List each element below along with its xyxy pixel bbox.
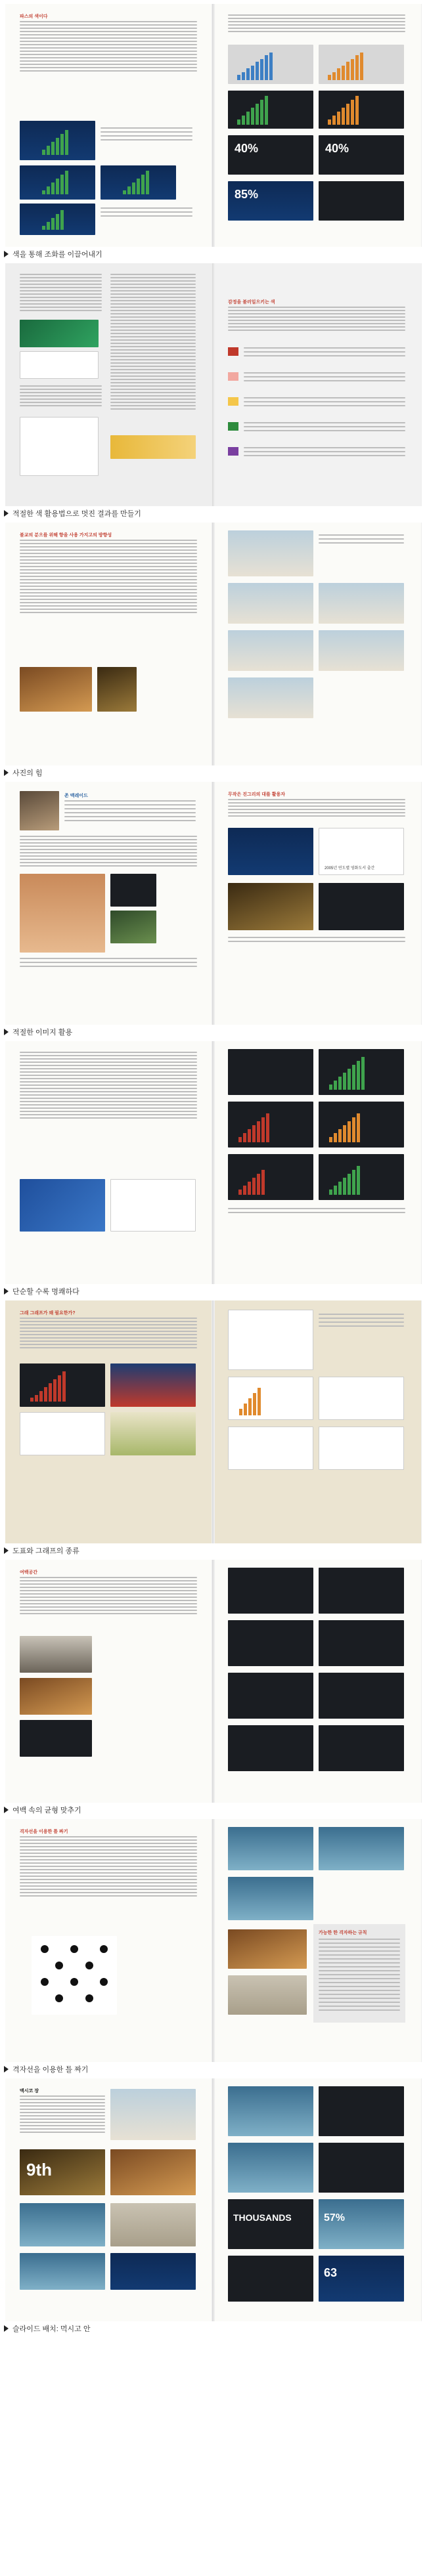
slide-thumbnail xyxy=(110,911,156,943)
slide-thumbnail xyxy=(319,91,404,129)
slide-thumbnail xyxy=(319,1673,404,1719)
caption-text: 적절한 색 활용법으로 멋진 결과를 만들기 xyxy=(12,509,141,518)
spread-9 xyxy=(0,2074,427,2334)
slide-thumbnail xyxy=(228,1877,313,1920)
slide-thumbnail xyxy=(20,2149,105,2195)
grid-diagram xyxy=(32,1936,117,2015)
slide-thumbnail xyxy=(110,874,156,907)
caption-text: 적절한 이미지 활용 xyxy=(12,1028,73,1037)
swatch-description xyxy=(244,447,405,459)
slide-thumbnail xyxy=(228,883,313,930)
photo-note xyxy=(319,534,404,546)
slide-thumbnail xyxy=(319,45,404,84)
slide-note xyxy=(101,207,192,219)
slide-thumbnail xyxy=(228,1049,313,1095)
slide-thumbnail xyxy=(319,2143,404,2193)
color-swatch-pink xyxy=(228,372,238,381)
page-right xyxy=(215,1300,422,1543)
slide-thumbnail xyxy=(228,1154,313,1200)
slide-thumbnail xyxy=(20,1412,105,1455)
swatch-description xyxy=(244,372,405,384)
slide-text: 9th xyxy=(26,2160,52,2179)
section-caption xyxy=(0,1285,427,1297)
section-caption xyxy=(0,1026,427,1037)
swatch-description xyxy=(244,397,405,409)
photo-beach xyxy=(319,630,404,671)
caption-text: 단순할 수록 명쾌하다 xyxy=(12,1287,79,1296)
body-text xyxy=(20,21,197,74)
heading: 파스의 색이다 xyxy=(20,14,48,19)
caption-text: 색을 통해 조화를 이끌어내기 xyxy=(12,250,102,259)
chart-thumbnail xyxy=(228,1310,313,1370)
caption-text: 도표와 그래프의 종류 xyxy=(12,1547,79,1555)
body-text xyxy=(20,2095,105,2135)
slide-thumbnail xyxy=(319,2086,404,2136)
slide-text: 40% xyxy=(325,142,349,155)
slide-thumbnail xyxy=(319,181,404,221)
body-text xyxy=(20,385,102,408)
section-caption xyxy=(0,2063,427,2074)
section-caption xyxy=(0,1545,427,1556)
slide-thumbnail xyxy=(110,1363,196,1407)
slide-thumbnail xyxy=(110,1179,196,1232)
body-text xyxy=(228,14,405,34)
slide-text: 57% xyxy=(324,2212,346,2223)
slide-thumbnail xyxy=(20,1720,92,1757)
spread-1 xyxy=(0,0,427,259)
body-text xyxy=(20,1318,197,1350)
photo-note xyxy=(228,937,405,945)
triangle-bullet-icon xyxy=(4,510,9,517)
body-text xyxy=(20,1577,197,1616)
slide-text: 2005년 연도별 영화도서 출간 xyxy=(325,867,375,870)
slide-thumbnail xyxy=(319,1725,404,1771)
triangle-bullet-icon xyxy=(4,1029,9,1035)
swatch-description xyxy=(244,347,405,359)
slide-thumbnail xyxy=(110,2149,196,2195)
spread-3 xyxy=(0,519,427,778)
slide-thumbnail xyxy=(319,1154,404,1200)
slide-text: 85% xyxy=(235,188,259,201)
page-left xyxy=(5,1041,212,1284)
slide-thumbnail xyxy=(228,2086,313,2136)
body-text xyxy=(228,799,405,819)
page-left xyxy=(5,263,212,506)
slide-thumbnail xyxy=(319,828,404,875)
slide-thumbnail xyxy=(228,1102,313,1148)
spread-2 xyxy=(0,259,427,519)
heading: 맥시코 장 xyxy=(20,2089,39,2093)
triangle-bullet-icon xyxy=(4,769,9,776)
page-left xyxy=(5,1819,212,2062)
slide-thumbnail xyxy=(20,2203,105,2246)
slide-thumbnail xyxy=(20,1179,105,1232)
body-text xyxy=(20,1836,197,1899)
slide-thumbnail xyxy=(228,2199,313,2249)
heading: 무작은 진그리의 대를 활용자 xyxy=(228,792,285,797)
slide-thumbnail xyxy=(228,181,313,221)
photo-note xyxy=(20,958,197,970)
photo-beach xyxy=(228,630,313,671)
page-right xyxy=(215,4,422,247)
triangle-bullet-icon xyxy=(4,1807,9,1813)
body-text xyxy=(20,540,197,615)
spread-6 xyxy=(0,1297,427,1556)
spread-4 xyxy=(0,778,427,1037)
slide-thumbnail xyxy=(110,2253,196,2290)
color-swatch-red xyxy=(228,347,238,356)
spread-7 xyxy=(0,1556,427,1815)
page-right xyxy=(215,263,422,506)
page-left xyxy=(5,523,212,765)
slide-thumbnail xyxy=(319,1568,404,1614)
slide-text: 63 xyxy=(324,2266,338,2279)
slide-thumbnail xyxy=(228,1827,313,1870)
heading: 여백공간 xyxy=(20,1570,38,1575)
slide-thumbnail xyxy=(228,1725,313,1771)
page-left xyxy=(5,4,212,247)
section-caption xyxy=(0,2323,427,2334)
triangle-bullet-icon xyxy=(4,2066,9,2072)
slide-text: THOUSANDS xyxy=(233,2212,292,2223)
body-text xyxy=(20,274,102,313)
photo-note xyxy=(228,1208,405,1216)
page-left xyxy=(5,1560,212,1803)
slide-thumbnail xyxy=(319,1827,404,1870)
slide-thumbnail xyxy=(319,135,404,175)
heading: 격자선을 이용한 틀 짜기 xyxy=(20,1830,68,1834)
slide-thumbnail xyxy=(110,1412,196,1455)
slide-note xyxy=(101,127,192,143)
slide-thumbnail xyxy=(319,883,404,930)
body-text xyxy=(20,836,197,869)
triangle-bullet-icon xyxy=(4,251,9,257)
caption-text: 슬라이드 배치: 먹시고 안 xyxy=(12,2325,91,2333)
chart-note xyxy=(319,1314,404,1329)
slide-thumbnail xyxy=(110,2089,196,2140)
heading: 감정을 불러일으키는 색 xyxy=(228,300,275,305)
slide-thumbnail xyxy=(319,2256,404,2302)
diagram-thumbnail xyxy=(20,417,99,476)
photo-beach xyxy=(319,583,404,624)
caption-text: 여백 속의 균형 맞추기 xyxy=(12,1806,81,1814)
body-text xyxy=(20,1052,197,1121)
spread-5 xyxy=(0,1037,427,1297)
color-swatch-purple xyxy=(228,447,238,456)
color-swatch-green xyxy=(228,422,238,431)
slide-thumbnail xyxy=(228,91,313,129)
section-caption xyxy=(0,1804,427,1815)
slide-thumbnail xyxy=(20,2253,105,2290)
tip-box xyxy=(313,1924,405,2023)
slide-thumbnail xyxy=(228,1673,313,1719)
page-left xyxy=(5,782,212,1025)
triangle-bullet-icon xyxy=(4,1288,9,1295)
page-left xyxy=(5,2078,212,2321)
slide-thumbnail xyxy=(228,1568,313,1614)
slide-thumbnail xyxy=(228,1975,307,2015)
photo-beach xyxy=(228,583,313,624)
body-text xyxy=(64,800,196,824)
slide-thumbnail xyxy=(20,1363,105,1407)
page-right xyxy=(215,782,422,1025)
body-text xyxy=(228,307,405,333)
photo-beach xyxy=(228,677,313,718)
section-caption xyxy=(0,507,427,519)
slide-thumbnail xyxy=(228,1929,307,1969)
body-text xyxy=(110,274,196,412)
slide-thumbnail xyxy=(101,165,176,200)
heading: 존 맥레이드 xyxy=(64,794,88,798)
photo-burger xyxy=(20,667,92,712)
triangle-bullet-icon xyxy=(4,2325,9,2332)
slide-thumbnail xyxy=(319,2199,404,2249)
photo-portrait xyxy=(20,791,59,830)
chart-thumbnail xyxy=(319,1377,404,1420)
spread-8 xyxy=(0,1815,427,2074)
grid-dots-icon xyxy=(32,1936,117,2015)
slide-thumbnail xyxy=(110,2203,196,2246)
slide-thumbnail xyxy=(20,351,99,379)
slide-thumbnail xyxy=(20,121,95,160)
slide-thumbnail xyxy=(20,165,95,200)
heading: 가능한 한 격자하는 규칙 xyxy=(319,1931,367,1935)
slide-text: 40% xyxy=(235,142,259,155)
page-right xyxy=(215,1041,422,1284)
page-right xyxy=(215,1819,422,2062)
caption-text: 사진의 힘 xyxy=(12,769,43,777)
slide-thumbnail xyxy=(20,204,95,235)
slide-thumbnail xyxy=(319,1102,404,1148)
color-swatch-yellow xyxy=(228,397,238,406)
slide-thumbnail xyxy=(228,828,313,875)
body-text xyxy=(319,1939,400,2013)
slide-thumbnail xyxy=(20,320,99,347)
slide-thumbnail xyxy=(228,2256,313,2302)
page-left xyxy=(5,1300,212,1543)
page-right xyxy=(215,1560,422,1803)
slide-thumbnail xyxy=(20,1636,92,1673)
section-caption xyxy=(0,767,427,778)
slide-thumbnail xyxy=(20,1678,92,1715)
triangle-bullet-icon xyxy=(4,1547,9,1554)
photo-beach xyxy=(228,530,313,576)
slide-thumbnail xyxy=(228,2143,313,2193)
slide-thumbnail xyxy=(319,1620,404,1666)
heading: 불교의 분으를 위해 향을 사용 가지고의 방향성 xyxy=(20,533,112,538)
caption-text: 격자선을 이용한 틀 짜기 xyxy=(12,2065,89,2074)
photo-face xyxy=(20,874,105,953)
chart-thumbnail xyxy=(228,1427,313,1470)
slide-thumbnail xyxy=(228,45,313,84)
slide-thumbnail xyxy=(228,1620,313,1666)
slide-thumbnail xyxy=(110,435,196,459)
swatch-description xyxy=(244,422,405,434)
slide-thumbnail xyxy=(228,135,313,175)
chart-thumbnail xyxy=(319,1427,404,1470)
photo-slide xyxy=(97,667,137,712)
section-caption xyxy=(0,248,427,259)
heading: 그래 그래프가 왜 필요한가? xyxy=(20,1311,76,1316)
page-right xyxy=(215,2078,422,2321)
page-right xyxy=(215,523,422,765)
chart-thumbnail xyxy=(228,1377,313,1420)
slide-thumbnail xyxy=(319,1049,404,1095)
